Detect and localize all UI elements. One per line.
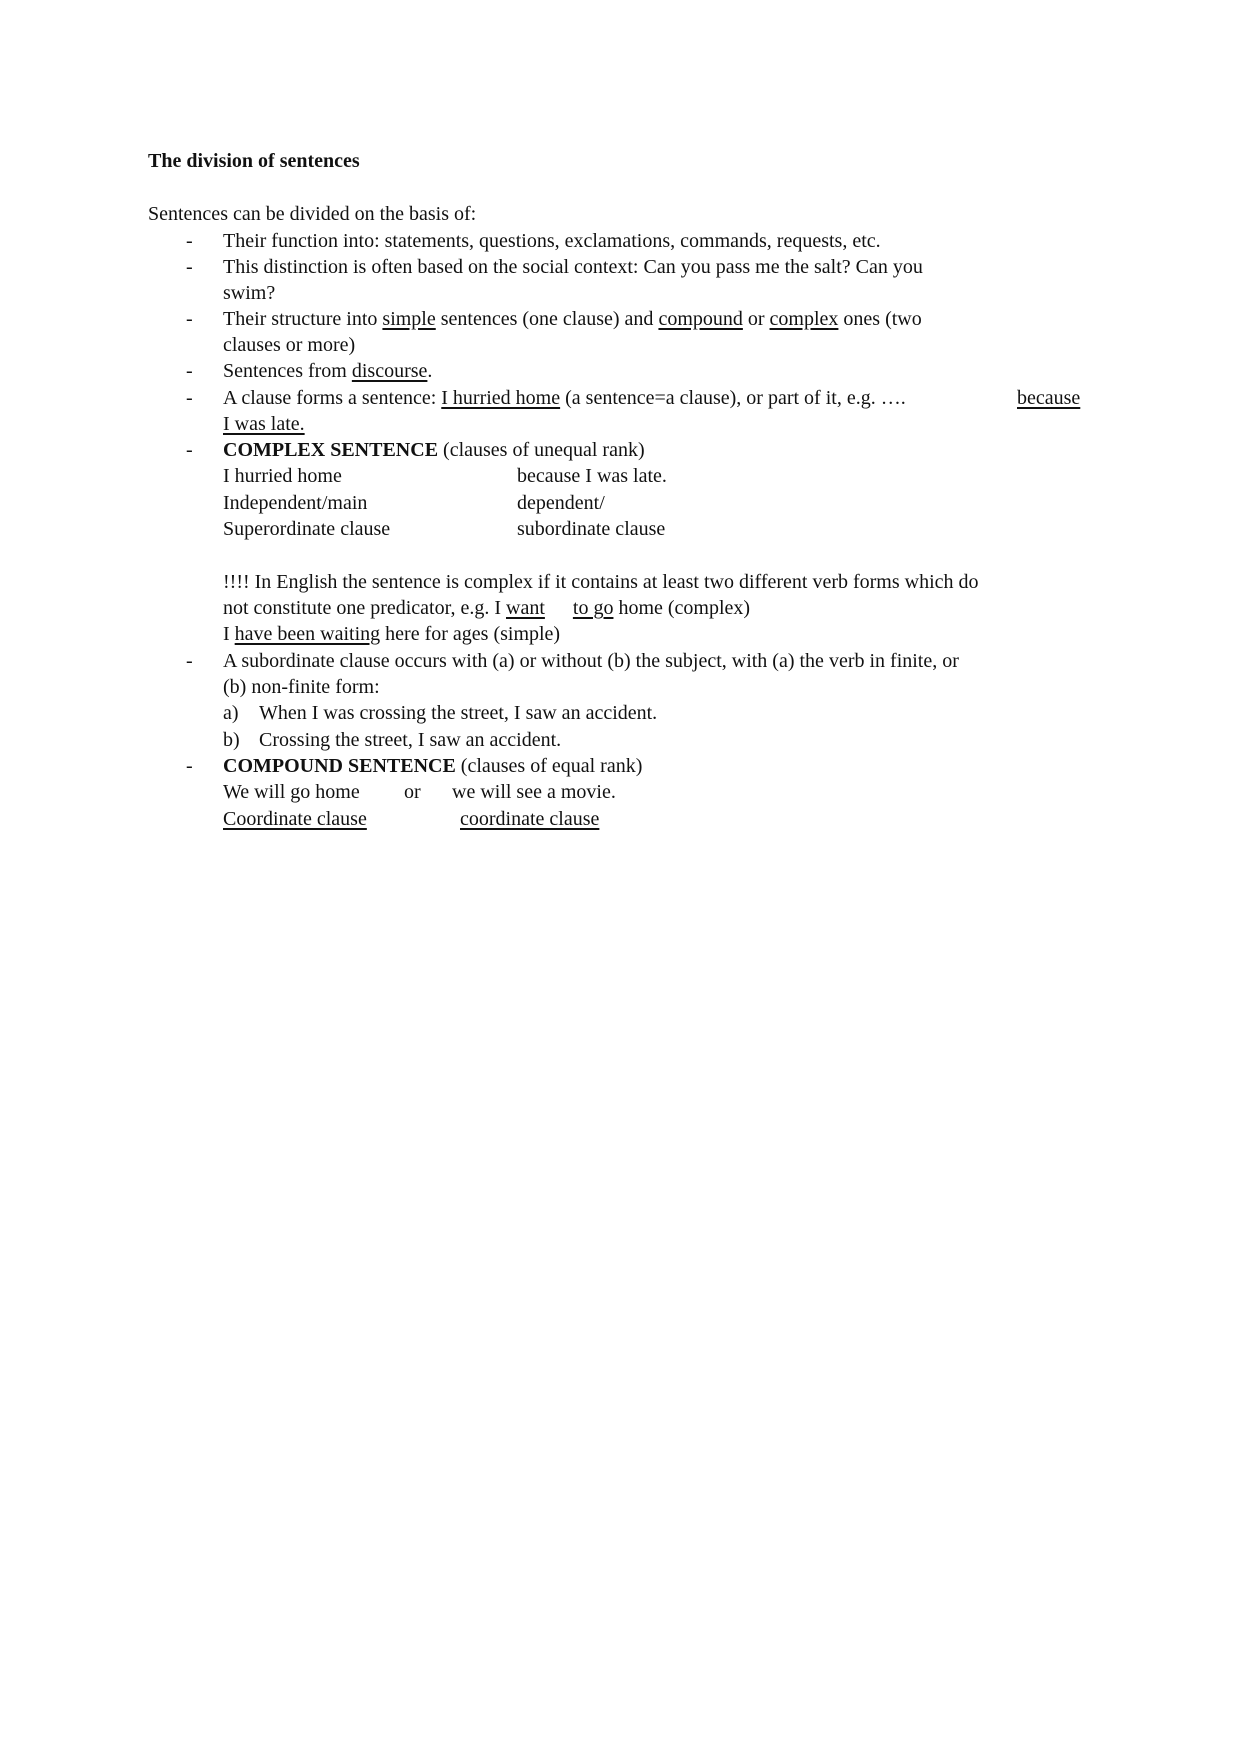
- text-run: Their structure into: [223, 308, 383, 330]
- underlined-compound: compound: [658, 308, 743, 330]
- bullet-function: Their function into: statements, questions, exclamations, commands, requests, etc.: [223, 230, 881, 252]
- text-run: .: [427, 360, 433, 382]
- document-title: [148, 148, 360, 174]
- compound-sentence-heading: [223, 753, 642, 779]
- bullet-social-context-line1: This distinction is often based on the social context: Can you pass me the salt? Can you: [223, 256, 923, 278]
- subordinate-line1: A subordinate clause occurs with (a) or without (b) the subject, with (a) the verb in finite, or: [223, 650, 959, 672]
- text-run: (clauses of equal rank): [455, 755, 643, 777]
- bullet-social-context-line2: swim?: [223, 282, 276, 304]
- text-run: I: [223, 623, 235, 645]
- example-b-text: Crossing the street, I saw an accident.: [259, 729, 562, 751]
- bullet-dash: -: [186, 308, 193, 330]
- coordinate-clause-right: [460, 806, 599, 832]
- compound-example-left: We will go home: [223, 781, 360, 803]
- intro-line: Sentences can be divided on the basis of:: [148, 203, 477, 225]
- complex-example-left: I hurried home: [223, 465, 342, 487]
- bullet-dash: -: [186, 439, 193, 461]
- bullet-structure-line2: clauses or more): [223, 334, 356, 356]
- example-a-label: a): [223, 702, 239, 724]
- text-run: A clause forms a sentence:: [223, 387, 442, 409]
- text-run: sentences (one clause) and: [435, 308, 659, 330]
- coordinate-clause-left: [223, 806, 367, 832]
- compound-example-or: or: [404, 781, 421, 803]
- complex-heading-bold: COMPLEX SENTENCE: [223, 439, 439, 461]
- text-run: (clauses of unequal rank): [438, 439, 645, 461]
- text-run: Sentences from: [223, 360, 352, 382]
- underlined-i-was-late: I was late.: [223, 413, 305, 435]
- complex-note-line1: !!!! In English the sentence is complex if it contains at least two different verb forms which do: [223, 571, 979, 593]
- bullet-dash: -: [186, 387, 193, 409]
- bullet-dash: -: [186, 755, 193, 777]
- bullet-dash: -: [186, 650, 193, 672]
- text-run: ones (two: [838, 308, 922, 330]
- bullet-structure-line1: [223, 306, 922, 332]
- compound-heading-bold: COMPOUND SENTENCE: [223, 755, 456, 777]
- underlined-simple: simple: [382, 308, 436, 330]
- bullet-clause-line2: [223, 411, 305, 437]
- complex-example-right: because I was late.: [517, 465, 667, 487]
- underlined-coordinate-clause: coordinate clause: [460, 808, 600, 830]
- underlined-want: want: [506, 597, 545, 619]
- example-a-text: When I was crossing the street, I saw an accident.: [259, 702, 658, 724]
- text-run: here for ages (simple): [380, 623, 561, 645]
- complex-note-line2: [223, 595, 750, 621]
- complex-label-right-1: dependent/: [517, 492, 605, 514]
- complex-label-right-2: subordinate clause: [517, 518, 666, 540]
- complex-label-left-2: Superordinate clause: [223, 518, 391, 540]
- underlined-complex: complex: [769, 308, 839, 330]
- text-run: not constitute one predicator, e.g. I: [223, 597, 506, 619]
- text-run: (a sentence=a clause), or part of it, e.g. ….: [560, 387, 906, 409]
- example-b-label: b): [223, 729, 240, 751]
- complex-note-line3: [223, 621, 560, 647]
- bullet-dash: -: [186, 256, 193, 278]
- bullet-dash: -: [186, 360, 193, 382]
- underlined-have-been-waiting: have been waiting: [234, 623, 381, 645]
- underlined-because-text: because: [1017, 387, 1081, 409]
- underlined-because: [1017, 385, 1080, 411]
- title-text: The division of sentences: [148, 150, 360, 172]
- text-run: or: [742, 308, 770, 330]
- bullet-discourse: [223, 358, 432, 384]
- underlined-coordinate-clause: Coordinate clause: [223, 808, 367, 830]
- bullet-clause-line1: [223, 385, 906, 411]
- underlined-i-hurried-home: I hurried home: [441, 387, 561, 409]
- complex-label-left-1: Independent/main: [223, 492, 368, 514]
- bullet-dash: -: [186, 230, 193, 252]
- underlined-discourse: discourse: [351, 360, 428, 382]
- text-run: home (complex): [613, 597, 751, 619]
- subordinate-line2: (b) non-finite form:: [223, 676, 380, 698]
- compound-example-right: we will see a movie.: [452, 781, 616, 803]
- complex-sentence-heading: [223, 437, 645, 463]
- underlined-to-go: to go: [572, 597, 614, 619]
